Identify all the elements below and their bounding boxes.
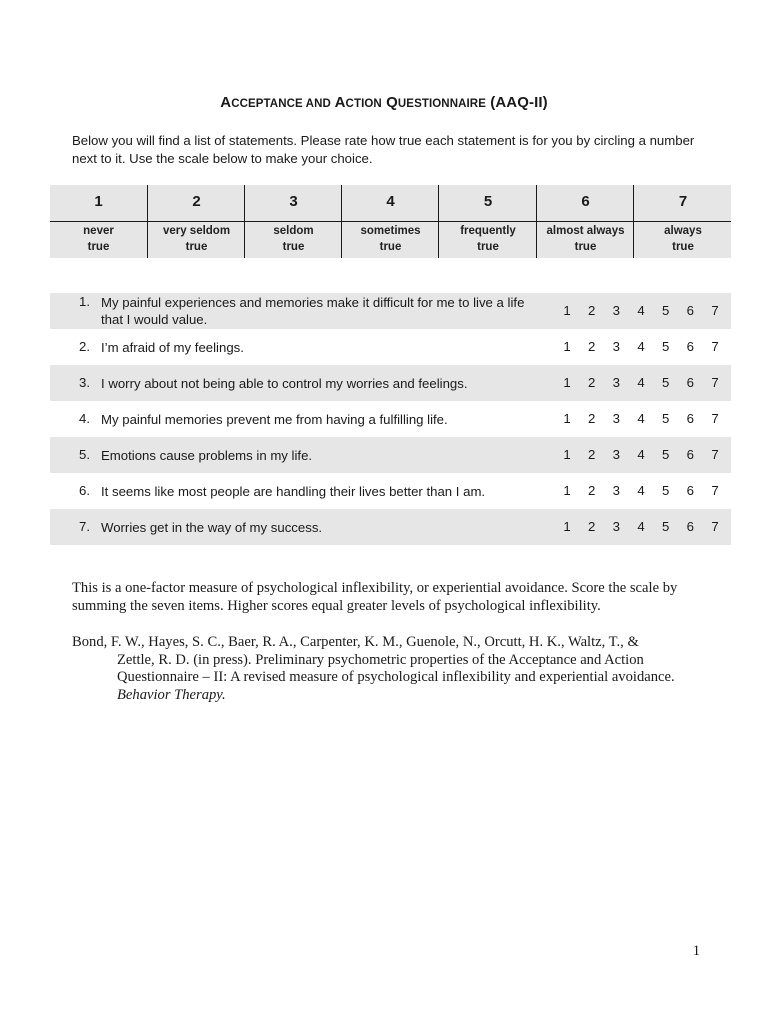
- option-3[interactable]: 3: [612, 375, 620, 390]
- option-3[interactable]: 3: [612, 303, 620, 318]
- option-3[interactable]: 3: [612, 339, 620, 354]
- option-4[interactable]: 4: [637, 339, 645, 354]
- scale-cell: [438, 185, 537, 258]
- scale-label: [50, 224, 147, 255]
- option-4[interactable]: 4: [637, 519, 645, 534]
- scale-cell: [633, 185, 732, 258]
- question-row: [50, 365, 731, 401]
- option-1[interactable]: 1: [563, 483, 571, 498]
- scale-label: [245, 224, 342, 255]
- title-letter: A: [220, 94, 232, 111]
- option-6[interactable]: 6: [686, 303, 694, 318]
- rating-scale-table: [50, 185, 731, 258]
- option-4[interactable]: 4: [637, 375, 645, 390]
- reference-line-1: Bond, F. W., Hayes, S. C., Baer, R. A., Carpenter, K. M., Guenole, N., Orcutt, H. K., Waltz, T., &: [72, 634, 639, 650]
- option-5[interactable]: 5: [662, 411, 670, 426]
- title-abbreviation: (AAQ-II): [490, 94, 548, 111]
- scale-label-line2: true: [87, 240, 110, 253]
- scoring-note: This is a one-factor measure of psychological inflexibility, or experiential avoidance. Score the scale by summing the seven items. Higher scores equal greater levels of psychological inflexibility.: [72, 580, 678, 614]
- option-1[interactable]: 1: [563, 339, 571, 354]
- option-4[interactable]: 4: [637, 303, 645, 318]
- title-letter: A: [334, 94, 346, 111]
- option-2[interactable]: 2: [588, 411, 596, 426]
- title-letter: Q: [386, 94, 398, 111]
- item-text: It seems like most people are handling their lives better than I am.: [101, 484, 486, 499]
- page-number: 1: [692, 943, 700, 959]
- scale-label-line1: very seldom: [162, 225, 231, 237]
- scale-number: 6: [581, 193, 590, 210]
- question-row: [50, 509, 731, 545]
- option-7[interactable]: 7: [711, 519, 719, 534]
- scale-label-line2: true: [672, 240, 694, 253]
- item-text: Worries get in the way of my success.: [101, 520, 323, 535]
- scale-cell: [244, 185, 342, 258]
- option-5[interactable]: 5: [662, 519, 670, 534]
- option-6[interactable]: 6: [686, 339, 694, 354]
- question-row: [50, 437, 731, 473]
- option-2[interactable]: 2: [588, 339, 596, 354]
- option-1[interactable]: 1: [563, 303, 571, 318]
- scale-label: [148, 224, 245, 255]
- scale-label: [537, 224, 634, 255]
- option-6[interactable]: 6: [686, 519, 694, 534]
- page-title: [0, 94, 768, 111]
- item-number: 3.: [79, 375, 90, 390]
- journal-name: Behavior Therapy.: [117, 686, 226, 703]
- option-3[interactable]: 3: [612, 519, 620, 534]
- scale-label-line1: almost always: [546, 225, 625, 237]
- option-1[interactable]: 1: [563, 375, 571, 390]
- item-text: Emotions cause problems in my life.: [101, 448, 313, 463]
- option-6[interactable]: 6: [686, 483, 694, 498]
- option-5[interactable]: 5: [662, 447, 670, 462]
- scale-cell: [147, 185, 245, 258]
- option-4[interactable]: 4: [637, 447, 645, 462]
- item-number: 7.: [79, 519, 90, 534]
- scale-label-line2: true: [379, 240, 402, 253]
- title-word: UESTIONNAIRE: [397, 98, 486, 110]
- option-5[interactable]: 5: [662, 483, 670, 498]
- option-1[interactable]: 1: [563, 519, 571, 534]
- option-3[interactable]: 3: [612, 483, 620, 498]
- option-3[interactable]: 3: [612, 447, 620, 462]
- option-5[interactable]: 5: [662, 375, 670, 390]
- option-1[interactable]: 1: [563, 411, 571, 426]
- item-text: My painful experiences and memories make it difficult for me to live a life that I would value.: [101, 295, 525, 327]
- scale-number: 1: [94, 193, 103, 210]
- scale-label-line2: true: [282, 240, 305, 253]
- scale-label: [342, 224, 439, 255]
- scale-cell: [536, 185, 634, 258]
- item-text: I worry about not being able to control my worries and feelings.: [101, 376, 468, 391]
- scale-label-line1: always: [664, 225, 702, 237]
- reference-line-2: Zettle, R. D. (in press). Preliminary psychometric properties of the Acceptance and Action: [117, 651, 644, 668]
- scale-number: 7: [678, 193, 688, 210]
- item-number: 1.: [79, 294, 90, 309]
- reference-line-3: Questionnaire – II: A revised measure of psychological inflexibility and experiential avoidance.: [117, 669, 675, 685]
- scale-label-line2: true: [185, 240, 208, 253]
- option-7[interactable]: 7: [711, 375, 719, 390]
- option-2[interactable]: 2: [588, 375, 596, 390]
- question-row: [50, 293, 731, 329]
- option-2[interactable]: 2: [588, 483, 596, 498]
- option-4[interactable]: 4: [637, 411, 645, 426]
- scale-number: 5: [483, 193, 493, 210]
- scale-number: 3: [289, 193, 298, 210]
- option-7[interactable]: 7: [711, 447, 719, 462]
- option-6[interactable]: 6: [686, 447, 694, 462]
- scale-cell: [341, 185, 439, 258]
- option-2[interactable]: 2: [588, 303, 596, 318]
- option-7[interactable]: 7: [711, 483, 719, 498]
- scale-label-line1: never: [83, 225, 114, 237]
- reference-journal: [72, 687, 712, 705]
- option-7[interactable]: 7: [711, 303, 719, 318]
- scale-label-line2: true: [477, 240, 499, 253]
- scale-label: [439, 224, 537, 255]
- item-number: 5.: [79, 447, 90, 462]
- scale-label-line1: sometimes: [360, 225, 421, 237]
- item-number: 4.: [79, 411, 90, 426]
- question-row: [50, 329, 731, 365]
- option-1[interactable]: 1: [563, 447, 571, 462]
- option-7[interactable]: 7: [711, 339, 719, 354]
- scale-number: 4: [386, 193, 395, 210]
- title-word: CTION: [345, 98, 382, 110]
- scale-label: [634, 224, 732, 255]
- option-3[interactable]: 3: [612, 411, 620, 426]
- option-7[interactable]: 7: [711, 411, 719, 426]
- item-number: 2.: [79, 339, 90, 354]
- title-word: CCEPTANCE AND: [231, 98, 331, 110]
- reference: [72, 634, 712, 704]
- instructions: Below you will find a list of statements. Please rate how true each statement is for you by circling a number next to it. Use the scale below to make your choice.: [72, 133, 695, 166]
- option-2[interactable]: 2: [588, 519, 596, 534]
- item-text: I’m afraid of my feelings.: [101, 340, 244, 355]
- scale-cell: [50, 185, 147, 258]
- option-2[interactable]: 2: [588, 447, 596, 462]
- option-6[interactable]: 6: [686, 411, 694, 426]
- question-row: [50, 401, 731, 437]
- scale-number: 2: [192, 193, 201, 210]
- item-text: My painful memories prevent me from having a fulfilling life.: [101, 412, 448, 427]
- scale-label-line2: true: [574, 240, 597, 253]
- option-5[interactable]: 5: [662, 303, 670, 318]
- option-5[interactable]: 5: [662, 339, 670, 354]
- scale-label-line1: frequently: [460, 225, 516, 237]
- item-number: 6.: [79, 483, 90, 498]
- question-row: [50, 473, 731, 509]
- option-4[interactable]: 4: [637, 483, 645, 498]
- scale-label-line1: seldom: [273, 225, 314, 237]
- option-6[interactable]: 6: [686, 375, 694, 390]
